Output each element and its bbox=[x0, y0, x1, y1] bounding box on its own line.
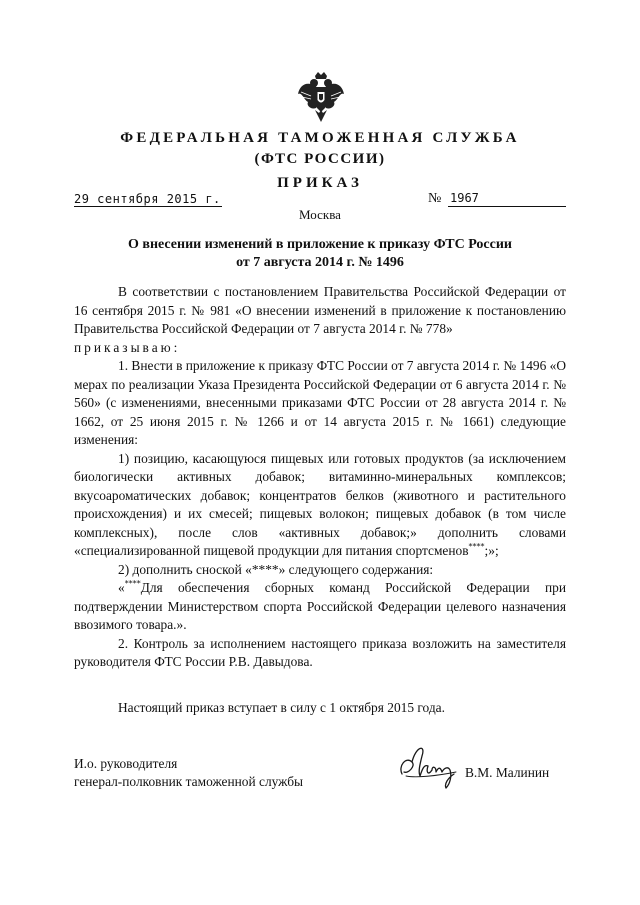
title-line-2: от 7 августа 2014 г. № 1496 bbox=[236, 255, 404, 270]
order-number: 1967 bbox=[448, 190, 566, 207]
footnote-open-quote: « bbox=[118, 580, 125, 595]
footnote-text: Для обеспечения сборных команд Российской Федерации при подтверждении Министерством спорта Российской Федерации целевого назначения ввозимого товара.». bbox=[74, 580, 566, 632]
agency-name: ФЕДЕРАЛЬНАЯ ТАМОЖЕННАЯ СЛУЖБА bbox=[120, 130, 520, 146]
footnote-paragraph bbox=[74, 579, 566, 635]
preamble-paragraph: В соответствии с постановлением Правительства Российской Федерации от 16 сентября 2015 г. № 981 «О внесении изменений в приложение к постановлению Правительства Российской Федерации от 7 августа 2014 г. № 778» bbox=[74, 284, 566, 336]
footnote-marker: **** bbox=[124, 579, 141, 588]
state-emblem-icon bbox=[296, 70, 346, 126]
item-1-1-paragraph bbox=[74, 450, 566, 561]
number-sign: № bbox=[428, 191, 442, 206]
document-title bbox=[90, 236, 550, 272]
city: Москва bbox=[299, 207, 341, 222]
order-number-block bbox=[428, 190, 566, 207]
signer-name: В.М. Малинин bbox=[465, 765, 550, 780]
signer-position-line-2: генерал-полковник таможенной службы bbox=[74, 774, 304, 789]
order-word: приказываю: bbox=[74, 339, 181, 355]
title-line-1: О внесении изменений в приложение к приказу ФТС России bbox=[128, 237, 512, 252]
item-1-paragraph: 1. Внести в приложение к приказу ФТС России от 7 августа 2014 г. № 1496 «О мерах по реализации Указа Президента Российской Федерации от 6 августа 2014 г. № 560» (с изменениями, внесенными приказами ФТС России от 28 августа 2014 г. № 1662, от 25 июня 2015 г. № 1266 и от 14 августа 2015 г. № 1661) следующие изменения: bbox=[74, 358, 566, 447]
document-type: ПРИКАЗ bbox=[277, 175, 363, 191]
item-1-1-end: ;»; bbox=[484, 543, 499, 558]
signer-position-line-1: И.о. руководителя bbox=[74, 756, 178, 771]
item-1-2-paragraph: 2) дополнить сноской «****» следующего содержания: bbox=[118, 561, 434, 577]
effective-date-paragraph: Настоящий приказ вступает в силу с 1 октября 2015 года. bbox=[118, 699, 445, 715]
item-2-paragraph: 2. Контроль за исполнением настоящего приказа возложить на заместителя руководителя ФТС России Р.В. Давыдова. bbox=[74, 635, 566, 669]
document-body bbox=[74, 283, 566, 717]
handwritten-signature bbox=[396, 740, 460, 790]
footnote-marker: **** bbox=[468, 542, 485, 551]
item-1-1-text: 1) позицию, касающуюся пищевых или готовых продуктов (за исключением биологически активных добавок; витаминно-минеральных комплексов; вкусоароматических добавок; концентратов белков (животного и растительного происхождения) и их смесей; пищевых волокон; пищевых добавок (в том числе комплексных), после слов «активных добавок;» дополнить словами «специализированной пищевой продукции для питания спортсменов bbox=[74, 450, 566, 558]
signer-position bbox=[74, 755, 354, 791]
order-date: 29 сентября 2015 г. bbox=[74, 192, 221, 206]
agency-abbreviation: (ФТС РОССИИ) bbox=[254, 151, 386, 167]
